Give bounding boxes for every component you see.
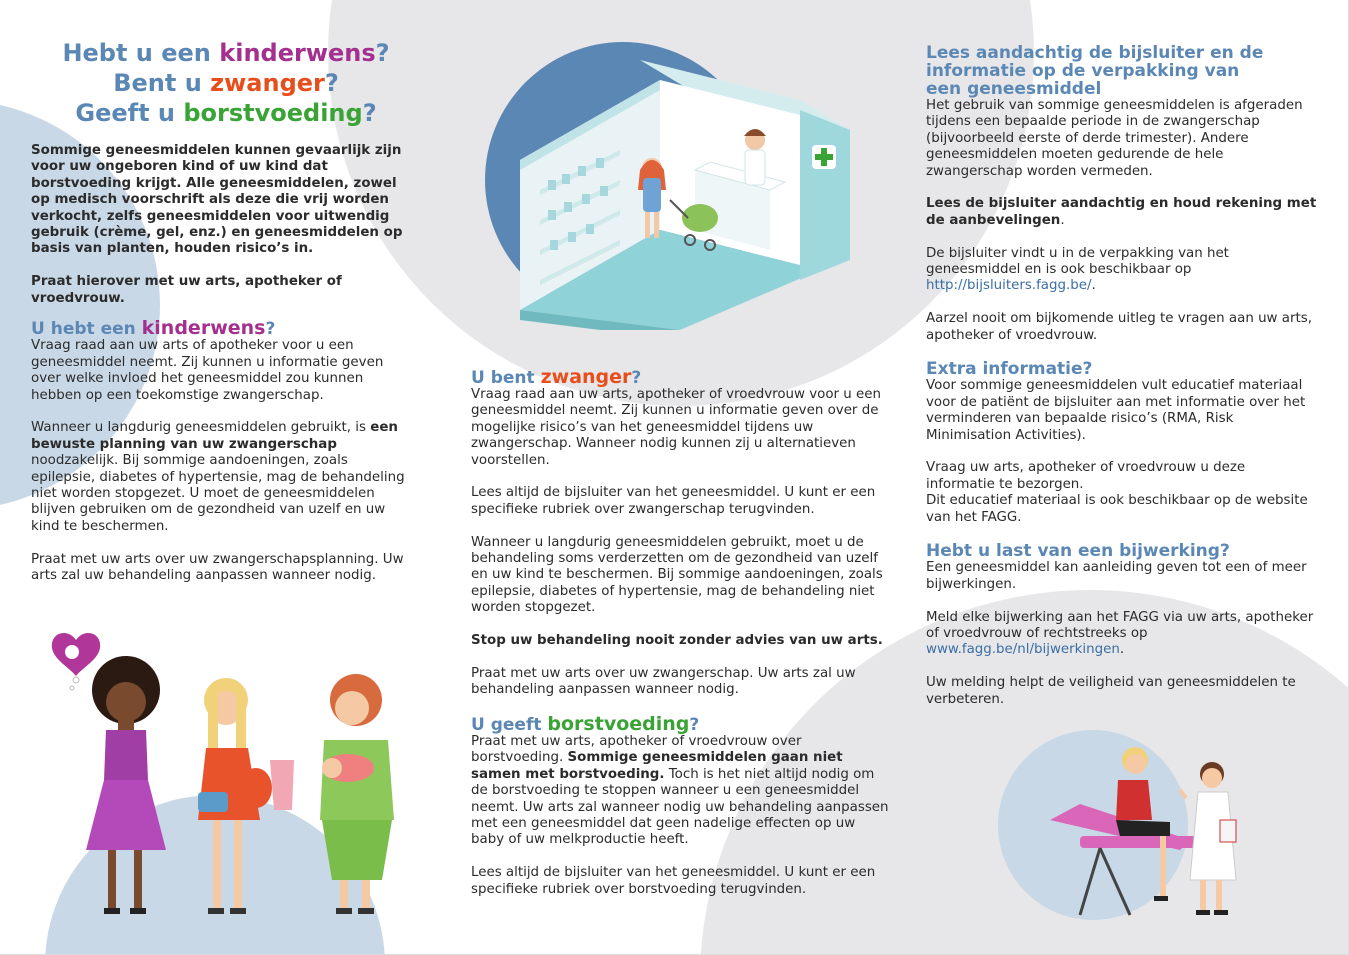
bijwerking-p1: Een geneesmiddel kan aanleiding geven tot een of meer bijwerkingen. (926, 560, 1307, 592)
bijwerking-p3: Uw melding helpt de veiligheid van geneesmiddelen te verbeteren. (926, 675, 1296, 707)
bijsluiter-p2: Lees de bijsluiter aandachtig en houd rekening met de aanbevelingen. (926, 196, 1317, 228)
zwanger-p5: Praat met uw arts over uw zwangerschap. Uw arts zal uw behandeling aanpassen wanneer nodig. (471, 665, 856, 698)
bijsluiters-link[interactable]: http://bijsluiters.fagg.be/ (926, 278, 1092, 294)
right-column (926, 42, 1318, 724)
pharmacy-illustration (500, 50, 860, 330)
doctor-consultation-illustration (1040, 740, 1250, 920)
kinderwens-p1: Vraag raad aan uw arts of apotheker voor u een geneesmiddel neemt. Zij kunnen u informatie geven over welke invloed het geneesmiddel zou kunnen hebben op een toekomstige zwangerschap. (31, 338, 384, 403)
left-column (31, 143, 413, 601)
bijwerkingen-link[interactable]: www.fagg.be/nl/bijwerkingen (926, 642, 1120, 658)
heading-borstvoeding: U geeft borstvoeding? (471, 713, 700, 736)
zwanger-p3: Wanneer u langdurig geneesmiddelen gebruikt, moet u de behandeling soms verderzetten om de gezondheid van uzelf en uw kind te beschermen. Bij sommige aandoeningen, zoals epilepsie, diabetes of hypertensie, mag de behandeling niet worden stopgezet. (471, 534, 883, 616)
heading-bijwerking: Hebt u last van een bijwerking? (926, 541, 1230, 562)
heading-zwanger: U bent zwanger? (471, 366, 642, 388)
heading-kinderwens: U hebt een kinderwens? (31, 317, 276, 340)
bijsluiter-p3: De bijsluiter vindt u in de verpakking van het geneesmiddel en is ook beschikbaar op http://bijsluiters.fagg.be/. (926, 245, 1229, 294)
zwanger-p4: Stop uw behandeling nooit zonder advies van uw arts. (471, 633, 883, 649)
bijsluiter-p1: Het gebruik van sommige geneesmiddelen is afgeraden tijdens een bepaalde periode in de zwangerschap (bijvoorbeeld eerste of derde trimester). Andere geneesmiddelen moeten gedurende de hele zwangerschap worden vermeden. (926, 98, 1303, 179)
page-title: Hebt u een kinderwens? Bent u zwanger? Geeft u borstvoeding? (62, 39, 390, 127)
women-illustration (48, 620, 408, 940)
heading-extra: Extra informatie? (926, 359, 1093, 380)
borstvoeding-p1: Praat met uw arts, apotheker of vroedvrouw over borstvoeding. Sommige geneesmiddelen gaan niet samen met borstvoeding. Toch is het niet altijd nodig om de borstvoeding te stoppen wanneer u een geneesmiddel neemt. Uw arts zal wanneer nodig uw behandeling aanpassen met een geneesmiddel dat geen nadelige effecten op uw baby of uw melkproductie heeft. (471, 734, 889, 848)
kinderwens-p3: Praat met uw arts over uw zwangerschapsplanning. Uw arts zal uw behandeling aanpassen wanneer nodig. (31, 551, 404, 584)
heading-bijsluiter: Lees aandachtig de bijsluiter en de informatie op de verpakking van een geneesmiddel (926, 43, 1264, 99)
zwanger-p2: Lees altijd de bijsluiter van het geneesmiddel. U kunt er een specifieke rubriek over zwangerschap terugvinden. (471, 485, 876, 517)
extra-p1: Voor sommige geneesmiddelen vult educatief materiaal voor de patiënt de bijsluiter aan met informatie over het verminderen van bepaalde risico’s (RMA, Risk Minimisation Activities). (926, 378, 1306, 443)
intro-advice: Praat hierover met uw arts, apotheker of vroedvrouw. (31, 274, 342, 306)
bijwerking-p2: Meld elke bijwerking aan het FAGG via uw arts, apotheker of vroedvrouw of rechtstreeks op www.fagg.be/nl/bijwerkingen. (926, 609, 1314, 658)
intro-text: Sommige geneesmiddelen kunnen gevaarlijk zijn voor uw ongeboren kind of uw kind dat borstvoeding krijgt. Alle geneesmiddelen, zowel op medisch voorschrift als deze die vrij worden verkocht, zelfs geneesmiddelen voor uitwendig gebruik (crème, gel, enz.) en geneesmiddelen op basis van planten, houden risico’s in. (31, 143, 403, 257)
bijsluiter-p4: Aarzel nooit om bijkomende uitleg te vragen aan uw arts, apotheker of vroedvrouw. (926, 311, 1312, 343)
extra-p2: Vraag uw arts, apotheker of vroedvrouw u deze informatie te bezorgen. Dit educatief materiaal is ook beschikbaar op de website van het FAGG. (926, 460, 1308, 525)
kinderwens-p2: Wanneer u langdurig geneesmiddelen gebruikt, is een bewuste planning van uw zwangerschap noodzakelijk. Bij sommige aandoeningen, zoals epilepsie, diabetes of hypertensie, mag de behandeling niet worden stopgezet. U moet de geneesmiddelen blijven gebruiken om de gezondheid van uzelf en uw kind te beschermen. (31, 420, 405, 534)
borstvoeding-p2: Lees altijd de bijsluiter van het geneesmiddel. U kunt er een specifieke rubriek over borstvoeding terugvinden. (471, 865, 876, 897)
middle-column (471, 366, 889, 914)
zwanger-p1: Vraag raad aan uw arts, apotheker of vroedvrouw voor u een geneesmiddel neemt. Zij kunnen u informatie geven over de mogelijke risico’s van het geneesmiddel tijdens uw zwangerschap. Wanneer nodig kunnen zij u alternatieven voorstellen. (471, 387, 881, 468)
